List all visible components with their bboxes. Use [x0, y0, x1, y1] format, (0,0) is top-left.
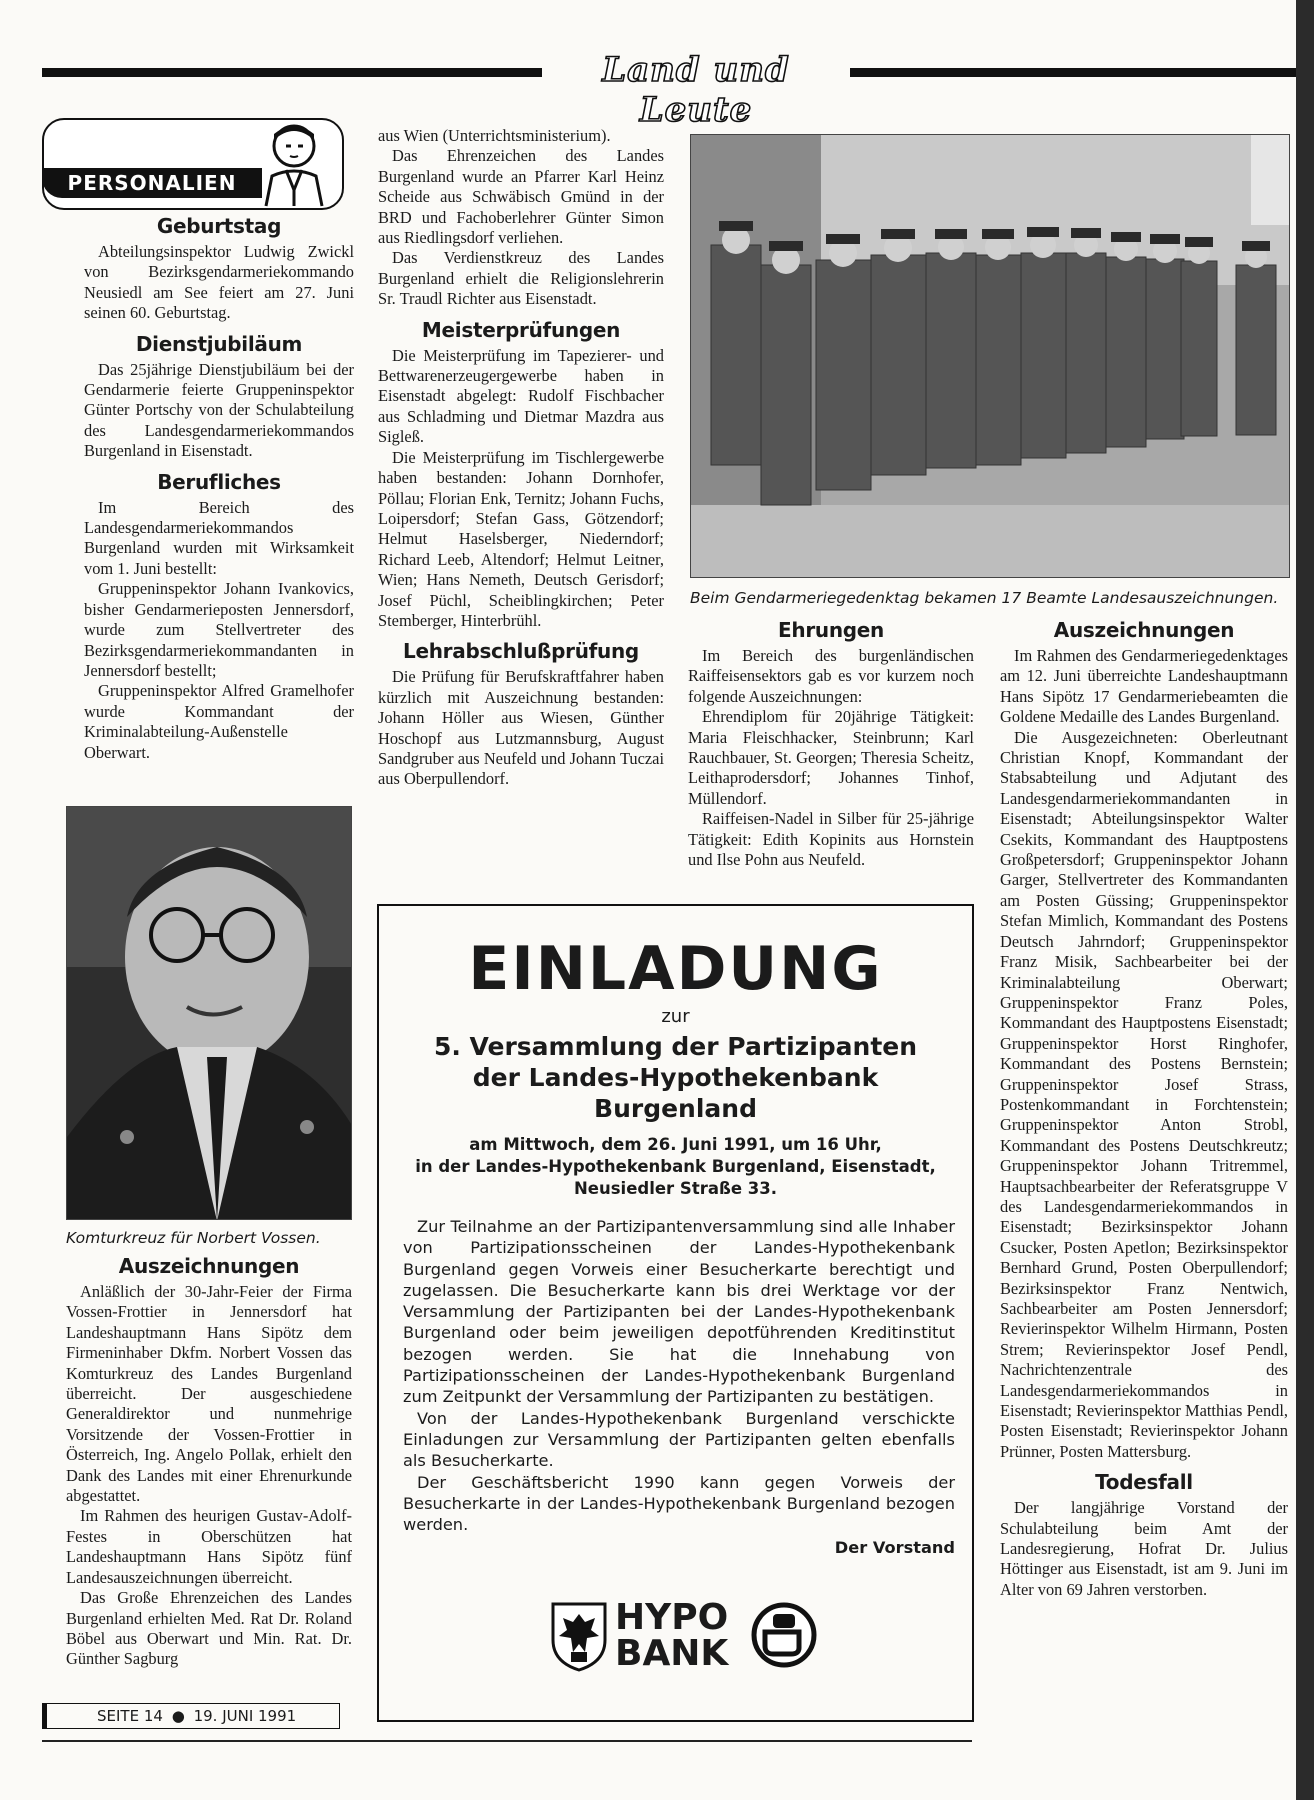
- header-rule-right: [850, 68, 1296, 77]
- ehrungen-heading: Ehrungen: [778, 618, 884, 642]
- einladung-ad: [377, 904, 974, 1722]
- berufliches-p2: Gruppeninspektor Johann Ivankovics, bisher Gendarmerieposten Jennersdorf, wurde zum Stellvertreter des Bezirksgendarmeriekommandanten in Jennersdorf bestellt;: [84, 579, 354, 680]
- column-3: [688, 618, 974, 870]
- einladung-zur: zur: [661, 1006, 690, 1027]
- column-2: [378, 126, 664, 790]
- portrait-illustration: [67, 807, 352, 1220]
- einladung-p1: Zur Teilnahme an der Partizipantenversammlung sind alle Inhaber von Partizipationsscheinen der Landes-Hypothekenbank Burgenland gegen Vorweis einer Besucherkarte berechtigt und zugelassen. Die Besucherkarte kann bis drei Werktage vor der Versammlung der Partizipanten bei der Landes-Hypothekenbank Burgenland oder beim jeweiligen depotführenden Kreditinstitut bezogen werden. Sie hat die Innehabung von Partizipationsscheinen der Landes-Hypothekenbank Burgenland zum Zeitpunkt der Versammlung der Partizipanten zu bestätigen.: [403, 1217, 955, 1407]
- einladung-p2: Von der Landes-Hypothekenbank Burgenland verschickte Einladungen zur Versammlung der Partizipanten gelten ebenfalls als Besucherkarte.: [403, 1408, 955, 1471]
- einladung-subtitle-1: 5. Versammlung der Partizipanten: [433, 1032, 918, 1061]
- berufliches-p3: Gruppeninspektor Alfred Gramelhofer wurde Kommandant der Kriminalabteilung-Außenstelle Oberwart.: [84, 681, 354, 762]
- coat-of-arms-icon: [551, 1602, 607, 1672]
- hypo-logo-line2: BANK: [615, 1633, 729, 1674]
- einladung-date-1: am Mittwoch, dem 26. Juni 1991, um 16 Uhr,: [469, 1135, 882, 1154]
- einladung-subtitle-2: der Landes-Hypothekenbank: [472, 1063, 879, 1092]
- portrait-caption: Komturkreuz für Norbert Vossen.: [66, 1229, 321, 1247]
- auszeichnungen-right-heading: Auszeichnungen: [1053, 618, 1235, 642]
- ehrungen-p3: Raiffeisen-Nadel in Silber für 25-jährige Tätigkeit: Edith Kopinits aus Hornstein und Ilse Pohn aus Neufeld.: [688, 809, 974, 870]
- hypo-logo-line1: HYPO: [615, 1597, 729, 1638]
- col2-cont-p2: Das Ehrenzeichen des Landes Burgenland wurde an Pfarrer Karl Heinz Scheide aus Schwäbisch Gmünd in der BRD und Fachoberlehrer Günter Simon aus Riedlingsdorf verliehen.: [378, 146, 664, 248]
- auszeichnungen-left-p1: Anläßlich der 30-Jahr-Feier der Firma Vossen-Frottier in Jennersdorf hat Landeshauptmann Hans Sipötz dem Firmeninhaber Dkfm. Norbert Vossen das Komturkreuz des Landes Burgenland überreicht. Der ausgeschiedene Generaldirektor und nunmehrige Vorsitzende der Vossen-Frottier in Österreich, Ing. Angelo Pollak, erhielt den Dank des Landes mit einer Ehrenurkunde abgestattet.: [66, 1282, 352, 1506]
- meister-p1: Die Meisterprüfung im Tapezierer- und Bettwarenerzeugergewerbe haben in Eisenstadt abgelegt: Rudolf Fischbacher aus Schladming und Dietmar Mazdra aus Sigleß.: [378, 345, 664, 447]
- column-1-lower: [66, 1254, 352, 1670]
- col2-cont-p3: Das Verdienstkreuz des Landes Burgenland erhielt die Religionslehrerin Sr. Traudl Richter aus Eisenstadt.: [378, 248, 664, 309]
- geburtstag-heading: Geburtstag: [156, 214, 282, 238]
- auszeichnungen-left-p3: Das Große Ehrenzeichen des Landes Burgenland erhielten Med. Rat Dr. Roland Böbel aus Oberwart und Min. Rat. Dr. Günther Sagburg: [66, 1588, 352, 1669]
- page-number: SEITE 14: [97, 1707, 163, 1725]
- todesfall-heading: Todesfall: [1095, 1470, 1193, 1495]
- meister-heading: Meisterprüfungen: [421, 317, 621, 342]
- meister-p2: Die Meisterprüfung im Tischlergewerbe haben bestanden: Johann Dornhofer, Pöllau; Florian Enk, Ternitz; Johann Fuchs, Loipersdorf; Stefan Gass, Götzendorf; Helmut Haselsberger, Niederndorf; Richard Leeb, Altendorf; Helmut Leitner, Wien; Hans Nemeth, Deutsch Gerisdorf; Josef Püchl, Scheiblingkirchen; Peter Stemberger, Hinterbrühl.: [378, 447, 664, 630]
- gendarmerie-group-illustration: [691, 135, 1290, 578]
- einladung-date-3: Neusiedler Straße 33.: [573, 1179, 778, 1198]
- column-4: [1000, 618, 1288, 1600]
- auszeichnungen-left-p2: Im Rahmen des heurigen Gustav-Adolf-Festes in Oberschützen hat Landeshauptmann Hans Sipötz fünf Landesauszeichnungen überreicht.: [66, 1506, 352, 1587]
- einladung-title: EINLADUNG: [468, 934, 883, 1004]
- person-icon: [258, 122, 334, 208]
- lehr-heading: Lehrabschlußprüfung: [403, 639, 639, 664]
- einladung-subtitle-3: Burgenland: [594, 1094, 757, 1123]
- berufliches-heading: Berufliches: [157, 469, 281, 494]
- dienstjubilaeum-heading: Dienstjubiläum: [135, 331, 303, 356]
- column-1: [84, 214, 354, 763]
- issue-date: 19. JUNI 1991: [193, 1707, 297, 1725]
- bottom-rule: [42, 1740, 972, 1742]
- einladung-p3: Der Geschäftsbericht 1990 kann gegen Vorweis der Besucherkarte in der Landes-Hypothekenbank Burgenland bezogen werden.: [403, 1472, 955, 1535]
- col2-cont-p1: aus Wien (Unterrichtsministerium).: [378, 126, 611, 145]
- dienstjubilaeum-text: Das 25jährige Dienstjubiläum bei der Gendarmerie feierte Gruppeninspektor Günter Portschy von der Schulabteilung des Landesgendarmeriekommandos Burgenland in Eisenstadt.: [84, 359, 354, 461]
- ehrungen-p1: Im Bereich des burgenländischen Raiffeisensektors gab es vor kurzem noch folgende Auszeichnungen:: [688, 646, 974, 706]
- footer-bullet: ●: [171, 1707, 185, 1725]
- page-edge-shadow: [1296, 0, 1314, 1800]
- todesfall-p1: Der langjährige Vorstand der Schulabteilung beim Amt der Landesregierung, Hofrat Dr. Julius Höttinger aus Eisenstadt, ist am 9. Juni im Alter von 69 Jahren verstorben.: [1000, 1498, 1288, 1599]
- group-photo-caption: Beim Gendarmeriegedenktag bekamen 17 Beamte Landesauszeichnungen.: [690, 589, 1279, 607]
- lehr-p1: Die Prüfung für Berufskraftfahrer haben kürzlich mit Auszeichnung bestanden: Johann Höller aus Wiesen, Günther Hoschopf aus Lutzmannsburg, August Sandgruber aus Neufeld und Johann Tuczai aus Oberpullendorf.: [378, 667, 664, 789]
- einladung-body: [403, 1216, 955, 1559]
- ehrungen-p2: Ehrendiplom für 20jährige Tätigkeit: Maria Fleischhacker, Steinbrunn; Karl Rauchbauer, St. Georgen; Theresia Scheitz, Leithaprodersdorf; Johannes Tinhof, Müllendorf.: [688, 707, 974, 808]
- geburtstag-text: Abteilungsinspektor Ludwig Zwickl von Bezirksgendarmeriekommando Neusiedl am See feiert am 27. Juni seinen 60. Geburtstag.: [84, 242, 354, 323]
- einladung-date-2: in der Landes-Hypothekenbank Burgenland, Eisenstadt,: [415, 1157, 936, 1176]
- personalien-label: PERSONALIEN: [42, 168, 262, 198]
- auszeichnungen-left-heading: Auszeichnungen: [118, 1254, 300, 1278]
- berufliches-p1: Im Bereich des Landesgendarmeriekommandos Burgenland wurden mit Wirksamkeit vom 1. Juni bestellt:: [84, 497, 354, 578]
- portrait-photo: [66, 806, 352, 1220]
- page-footer: [42, 1703, 340, 1729]
- header-rule-left: [42, 68, 542, 77]
- section-title: Land und Leute: [602, 50, 790, 130]
- auszeichnungen-right-p1: Im Rahmen des Gendarmeriegedenktages am 12. Juni überreichte Landeshauptmann Hans Sipötz 17 Gendarmeriebeamten die Goldene Medaille des Landes Burgenland.: [1000, 646, 1288, 727]
- group-photo: [690, 134, 1290, 578]
- hand-icon: [751, 1602, 817, 1668]
- einladung-signature: Der Vorstand: [834, 1538, 955, 1558]
- auszeichnungen-right-p2: Die Ausgezeichneten: Oberleutnant Christian Knopf, Kommandant der Stabsabteilung und Adjutant des Landesgendarmeriekommandanten in Eisenstadt; Abteilungsinspektor Walter Csekits, Kommandant des Hauptpostens Großpetersdorf; Gruppeninspektor Johann Garger, Stellvertreter des Kommandanten am Posten Güssing; Gruppeninspektor Stefan Mimlich, Kommandant des Postens Deutsch Jahrndorf; Gruppeninspektor Franz Misik, Sachbearbeiter bei der Kriminalabteilung Oberwart; Gruppeninspektor Franz Poles, Kommandant des Hauptpostens Eisenstadt; Gruppeninspektor Horst Ringhofer, Kommandant des Postens Bernstein; Gruppeninspektor Josef Strass, Postenkommandant in Forchtenstein; Gruppeninspektor Anton Strobl, Kommandant des Postens Deutschkreutz; Gruppeninspektor Johann Tritremmel, Hauptsachbearbeiter der Referatsgruppe V des Landesgendarmeriekommandos in Eisenstadt; Bezirksinspektor Johann Csucker, Posten Apetlon; Bezirksinspektor Bernhard Grund, Posten Oberpullendorf; Bezirksinspektor Franz Nentwich, Sachbearbeiter am Posten Jennersdorf; Revierinspektor Wilhelm Hirmann, Posten Strem; Revierinspektor Josef Pendl, Nachrichtenzentrale des Landesgendarmeriekommandos in Eisenstadt; Revierinspektor Matthias Pendl, Posten Eisenstadt; Revierinspektor Johann Prünner, Posten Mattersburg.: [1000, 727, 1288, 1461]
